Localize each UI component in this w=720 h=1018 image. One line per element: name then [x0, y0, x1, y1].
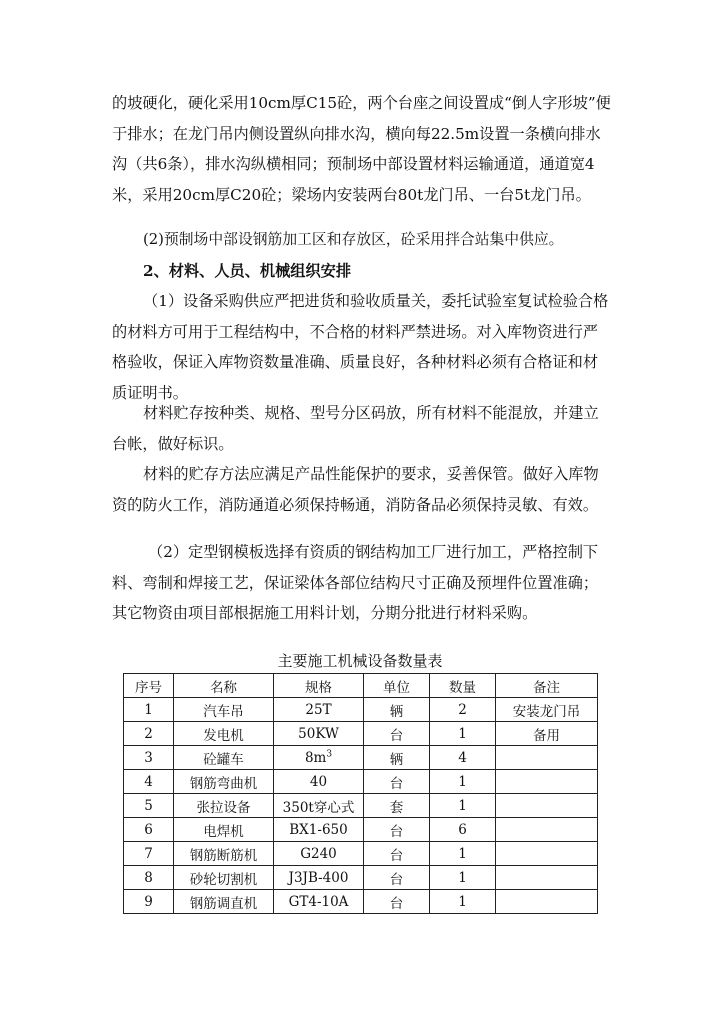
table-cell-spec: 350t穿心式 — [274, 794, 364, 818]
table-cell-note — [496, 794, 598, 818]
table-row — [124, 842, 598, 866]
table-cell-name: 发电机 — [174, 722, 274, 746]
table-cell-name: 砼罐车 — [174, 746, 274, 770]
paragraph-storage: 材料贮存按种类、规格、型号分区码放，所有材料不能混放，并建立台帐，做好标识。 — [112, 404, 599, 453]
table-row — [124, 890, 598, 914]
table-cell-qty: 1 — [430, 770, 496, 794]
table-cell-no: 3 — [124, 746, 174, 770]
header-cell: 序号 — [124, 674, 174, 698]
table-cell-name: 砂轮切割机 — [174, 866, 274, 890]
table-cell-qty: 1 — [430, 794, 496, 818]
table-cell-no: 7 — [124, 842, 174, 866]
table-cell-spec: 40 — [274, 770, 364, 794]
table-cell-note — [496, 866, 598, 890]
table-cell-unit: 套 — [364, 794, 430, 818]
table-cell-no: 6 — [124, 818, 174, 842]
table-cell-note — [496, 890, 598, 914]
spec-value: 8m — [304, 749, 327, 766]
table-row — [124, 866, 598, 890]
table-cell-note: 备用 — [496, 722, 598, 746]
table-cell-no: 4 — [124, 770, 174, 794]
table-cell-qty: 1 — [430, 890, 496, 914]
table-cell-unit: 台 — [364, 770, 430, 794]
table-cell-unit: 辆 — [364, 698, 430, 722]
table-cell-name: 电焊机 — [174, 818, 274, 842]
table-cell-qty: 2 — [430, 698, 496, 722]
table-row — [124, 698, 598, 722]
table-cell-name: 钢筋弯曲机 — [174, 770, 274, 794]
header-cell: 单位 — [364, 674, 430, 698]
table-cell-note: 安装龙门吊 — [496, 698, 598, 722]
table-caption: 主要施工机械设备数量表 — [277, 652, 443, 670]
table-cell-spec: 50KW — [274, 722, 364, 746]
header-cell: 备注 — [496, 674, 598, 698]
table-cell-spec: BX1-650 — [274, 818, 364, 842]
table-cell-unit: 台 — [364, 890, 430, 914]
header-cell: 数量 — [430, 674, 496, 698]
table-cell-note — [496, 746, 598, 770]
table-cell-name: 张拉设备 — [174, 794, 274, 818]
table-cell-spec: GT4-10A — [274, 890, 364, 914]
table-cell-unit: 台 — [364, 842, 430, 866]
table-body — [124, 698, 598, 914]
table-cell-no: 8 — [124, 866, 174, 890]
table-row — [124, 818, 598, 842]
table-cell-qty: 4 — [430, 746, 496, 770]
table-cell-note — [496, 818, 598, 842]
table-cell-note — [496, 770, 598, 794]
table-cell-name: 钢筋调直机 — [174, 890, 274, 914]
table-cell-unit: 台 — [364, 722, 430, 746]
table-cell-unit: 台 — [364, 866, 430, 890]
table-cell-no: 9 — [124, 890, 174, 914]
table-row — [124, 794, 598, 818]
table-cell-name: 汽车吊 — [174, 698, 274, 722]
table-row — [124, 746, 598, 770]
table-row — [124, 722, 598, 746]
section-heading: 2、材料、人员、机械组织安排 — [143, 262, 352, 280]
table-cell-no: 1 — [124, 698, 174, 722]
paragraph-steel-formwork: （2）定型钢模板选择有资质的钢结构加工厂进行加工，严格控制下料、弯制和焊接工艺，保证梁体各部位结构尺寸正确及预埋件位置准确；其它物资由项目部根据施工用料计划，分期分批进行材料采购。 — [112, 543, 599, 622]
header-cell: 规格 — [274, 674, 364, 698]
spec-superscript: 3 — [326, 749, 333, 759]
table-cell-spec: J3JB-400 — [274, 866, 364, 890]
table-row — [124, 770, 598, 794]
table-cell-qty: 1 — [430, 842, 496, 866]
table-cell-spec: 25T — [274, 698, 364, 722]
paragraph-procurement: （1）设备采购供应严把进货和验收质量关，委托试验室复试检验合格的材料方可用于工程结构中，不合格的材料严禁进场。对入库物资进行严格验收，保证入库物资数量准确、质量良好，各种材料必须有合格证和材质证明书。 — [112, 292, 609, 402]
table-cell-unit: 辆 — [364, 746, 430, 770]
table-cell-qty: 1 — [430, 866, 496, 890]
table-cell-no: 5 — [124, 794, 174, 818]
paragraph-rebar-area: (2)预制场中部设钢筋加工区和存放区，砼采用拌合站集中供应。 — [143, 231, 564, 248]
table-cell-spec: G240 — [274, 842, 364, 866]
table-cell-qty: 6 — [430, 818, 496, 842]
table-cell-name: 钢筋断筋机 — [174, 842, 274, 866]
paragraph-fire-safety: 材料的贮存方法应满足产品性能保护的要求，妥善保管。做好入库物资的防火工作，消防通道必须保持畅通，消防备品必须保持灵敏、有效。 — [112, 465, 599, 514]
table-header-row — [124, 674, 598, 698]
header-cell: 名称 — [174, 674, 274, 698]
table-cell-unit: 台 — [364, 818, 430, 842]
equipment-table — [123, 673, 598, 914]
paragraph-slope-drainage: 的坡硬化，硬化采用10cm厚C15砼，两个台座之间设置成“倒人字形坡”便于排水；在龙门吊内侧设置纵向排水沟，横向每22.5m设置一条横向排水沟（共6条），排水沟纵横相同；预制场中部设置材料运输通道，通道宽4米，采用20cm厚C20砼；梁场内安装两台80t龙门吊、一台5t龙门吊。 — [112, 94, 611, 204]
table-cell-spec — [274, 746, 364, 770]
table-cell-no: 2 — [124, 722, 174, 746]
table-cell-qty: 1 — [430, 722, 496, 746]
table-cell-note — [496, 842, 598, 866]
